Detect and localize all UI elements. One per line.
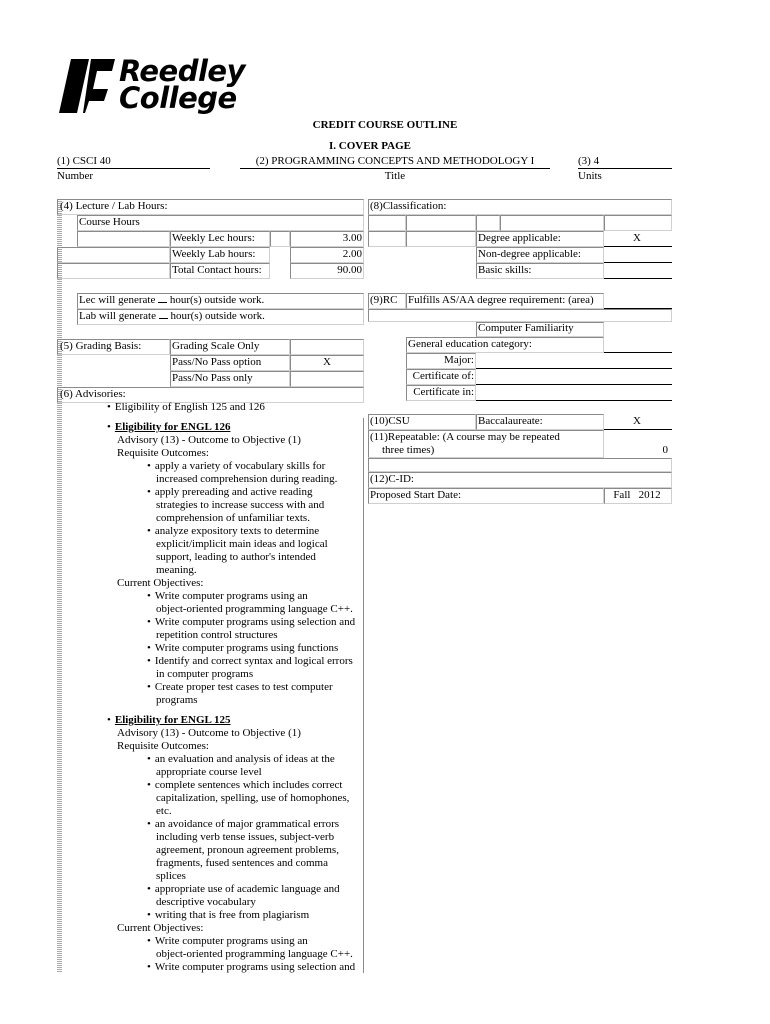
engl125-current-label: Current Objectives: xyxy=(117,922,204,934)
course-hours-label: Course Hours xyxy=(79,216,140,228)
list-item: • Write computer programs using functions xyxy=(147,642,338,655)
list-item: • Write computer programs using an xyxy=(147,590,308,603)
rc-logo-mark-icon xyxy=(57,57,117,115)
list-item-cont: meaning. xyxy=(156,564,197,576)
engl126-requisite-label: Requisite Outcomes: xyxy=(117,447,209,459)
engl126-current-label: Current Objectives: xyxy=(117,577,204,589)
baccalaureate-label: Baccalaureate: xyxy=(478,415,543,427)
course-title-field: (2) PROGRAMMING CONCEPTS AND METHODOLOGY I xyxy=(240,155,550,169)
weekly-lec-label: Weekly Lec hours: xyxy=(172,232,255,244)
list-item-cont: etc. xyxy=(156,805,172,817)
engl126-advisory: Advisory (13) - Outcome to Objective (1) xyxy=(117,434,301,446)
list-item-cont: comprehension of unfamiliar texts. xyxy=(156,512,310,524)
list-item: • an evaluation and analysis of ideas at the xyxy=(147,753,335,766)
csu-label: (10)CSU xyxy=(370,415,410,427)
engl125-advisory: Advisory (13) - Outcome to Objective (1) xyxy=(117,727,301,739)
list-item-cont: increased comprehension during reading. xyxy=(156,473,338,485)
non-degree-label: Non-degree applicable: xyxy=(478,248,581,260)
basic-skills-label: Basic skills: xyxy=(478,264,532,276)
grading-option-pass-only: Pass/No Pass only xyxy=(172,372,253,384)
logo-text-college: College xyxy=(119,81,237,115)
start-date-label: Proposed Start Date: xyxy=(370,489,462,501)
start-date-value: Fall 2012 xyxy=(613,489,661,501)
rc-label: (9)RC xyxy=(370,294,398,306)
engl126-bullet xyxy=(107,421,230,434)
list-item-cont: programs xyxy=(156,694,198,706)
weekly-lab-value: 2.00 xyxy=(342,248,362,260)
grading-option-pass-option: Pass/No Pass option xyxy=(172,356,262,368)
list-item-cont: in computer programs xyxy=(156,668,254,680)
course-number-field: (1) CSCI 40 xyxy=(57,155,210,169)
gen-ed-label: General education category: xyxy=(408,338,532,350)
reedley-college-logo xyxy=(57,54,282,115)
degree-applicable-mark: X xyxy=(633,232,641,244)
list-item: • Identify and correct syntax and logical errors xyxy=(147,655,353,668)
course-number-label: Number xyxy=(57,170,94,182)
list-item-cont: explicit/implicit main ideas and logical xyxy=(156,538,328,550)
list-item: • Write computer programs using selection and xyxy=(147,616,355,629)
list-item-cont: fragments, fused sentences and comma xyxy=(156,857,328,869)
list-item: • apply prereading and active reading xyxy=(147,486,312,499)
list-item-cont: object-oriented programming language C++. xyxy=(156,948,353,960)
engl125-title: Eligibility for ENGL 125 xyxy=(114,714,231,726)
document-title: CREDIT COURSE OUTLINE xyxy=(312,119,458,131)
left-margin-rule xyxy=(57,199,62,972)
units-label: Units xyxy=(578,170,602,182)
list-item-cont: repetition control structures xyxy=(156,629,278,641)
list-item: • complete sentences which includes correct xyxy=(147,779,342,792)
list-item-cont: agreement, pronoun agreement problems, xyxy=(156,844,339,856)
degree-applicable-label: Degree applicable: xyxy=(478,232,561,244)
engl125-bullet xyxy=(107,714,230,727)
units-field: (3) 4 xyxy=(578,155,672,169)
course-title-label: Title xyxy=(384,170,406,182)
repeatable-value: 0 xyxy=(662,444,668,456)
list-item-cont: splices xyxy=(156,870,186,882)
list-item: • Write computer programs using an xyxy=(147,935,308,948)
engl126-title: Eligibility for ENGL 126 xyxy=(114,421,231,433)
logo-text-reedley: Reedley xyxy=(119,54,245,88)
baccalaureate-mark: X xyxy=(633,415,641,427)
repeatable-label-cont: three times) xyxy=(382,444,435,456)
list-item-cont: object-oriented programming language C++. xyxy=(156,603,353,615)
hours-heading: (4) Lecture / Lab Hours: xyxy=(60,200,168,212)
section-title: I. COVER PAGE xyxy=(329,140,411,152)
list-item-cont: descriptive vocabulary xyxy=(156,896,256,908)
cid-label: (12)C-ID: xyxy=(370,473,414,485)
list-item-cont: support, leading to author's intended xyxy=(156,551,316,563)
classification-heading: (8)Classification: xyxy=(370,200,447,212)
advisories-heading: (6) Advisories: xyxy=(60,388,126,400)
certificate-in-label: Certificate in: xyxy=(413,386,474,398)
list-item: • an avoidance of major grammatical errors xyxy=(147,818,339,831)
advisories-intro: • Eligibility of English 125 and 126 xyxy=(107,401,265,414)
major-label: Major: xyxy=(444,354,474,366)
weekly-lec-value: 3.00 xyxy=(342,232,362,244)
lab-outside-work: Lab will generate hour(s) outside work. xyxy=(79,310,265,322)
list-item: • analyze expository texts to determine xyxy=(147,525,319,538)
list-item: • Write computer programs using selection and xyxy=(147,961,355,974)
list-item: • Create proper test cases to test computer xyxy=(147,681,333,694)
grading-option-scale: Grading Scale Only xyxy=(172,340,260,352)
weekly-lab-label: Weekly Lab hours: xyxy=(172,248,256,260)
rc-requirement-label: Fulfills AS/AA degree requirement: (area) xyxy=(408,294,594,306)
certificate-of-label: Certificate of: xyxy=(412,370,474,382)
list-item-cont: strategies to increase success with and xyxy=(156,499,325,511)
list-item: • appropriate use of academic language and xyxy=(147,883,340,896)
list-item-cont: appropriate course level xyxy=(156,766,262,778)
grading-pass-option-mark: X xyxy=(323,356,331,368)
lec-outside-work: Lec will generate hour(s) outside work. xyxy=(79,294,265,306)
rc-area-value: Computer Familiarity xyxy=(478,322,574,334)
list-item-cont: including verb tense issues, subject-verb xyxy=(156,831,335,843)
total-contact-value: 90.00 xyxy=(337,264,362,276)
list-item: • writing that is free from plagiarism xyxy=(147,909,309,922)
repeatable-label: (11)Repeatable: (A course may be repeated xyxy=(370,431,560,443)
grading-heading: (5) Grading Basis: xyxy=(60,340,142,352)
list-item-cont: capitalization, spelling, use of homophones, xyxy=(156,792,350,804)
total-contact-label: Total Contact hours: xyxy=(172,264,262,276)
list-item: • apply a variety of vocabulary skills for xyxy=(147,460,325,473)
engl125-requisite-label: Requisite Outcomes: xyxy=(117,740,209,752)
